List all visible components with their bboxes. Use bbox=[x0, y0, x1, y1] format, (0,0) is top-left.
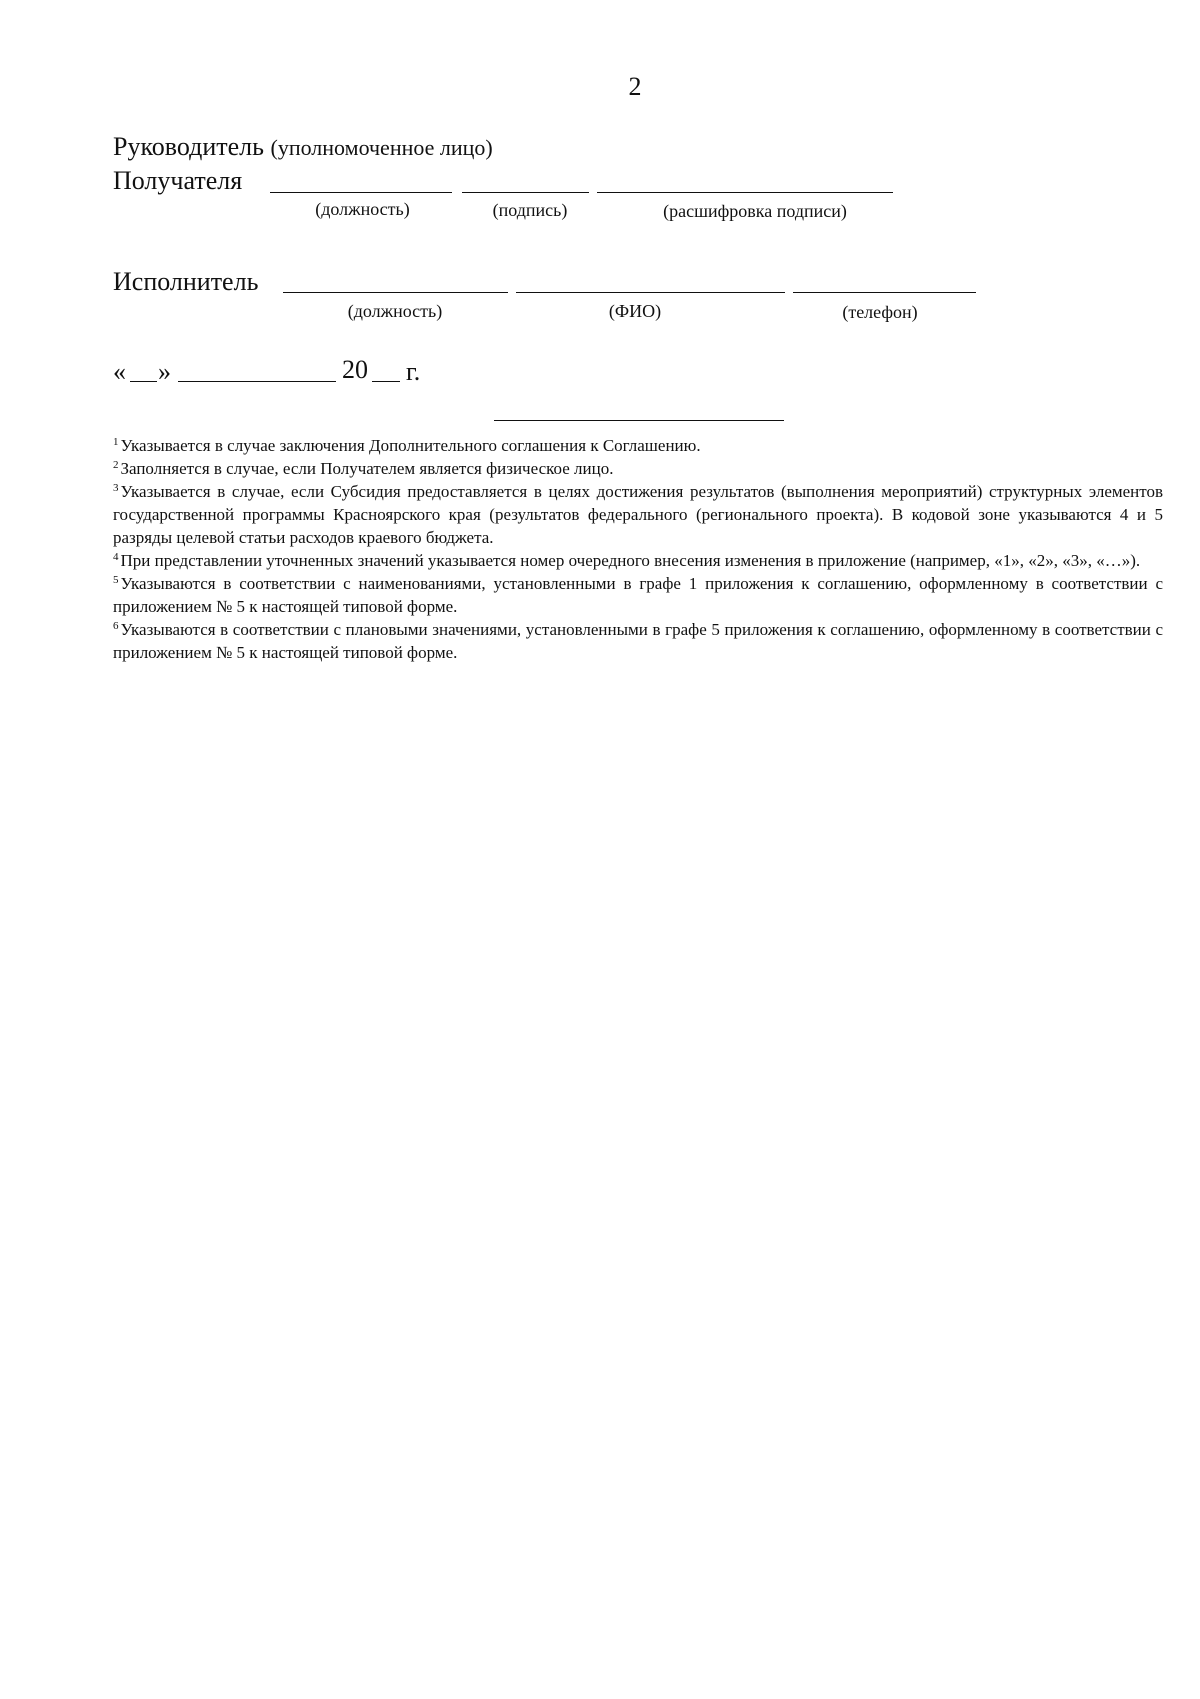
head-title-note: (уполномоченное лицо) bbox=[270, 135, 493, 160]
footnote-3 bbox=[113, 480, 1163, 549]
date-day-line[interactable] bbox=[130, 381, 157, 382]
footnote-5 bbox=[113, 572, 1163, 618]
footnote-2-number: 2 bbox=[113, 459, 119, 471]
footnote-3-number: 3 bbox=[113, 482, 119, 494]
footnote-6-number: 6 bbox=[113, 620, 119, 632]
date-year-suffix: г. bbox=[406, 357, 421, 386]
recipient-caption-signature: (подпись) bbox=[492, 200, 568, 220]
footnote-1 bbox=[113, 434, 1163, 457]
executor-label: Исполнитель bbox=[113, 267, 259, 296]
footnotes bbox=[113, 434, 1163, 664]
executor-caption-phone: (телефон) bbox=[842, 302, 918, 322]
recipient-signature-line[interactable] bbox=[462, 192, 589, 193]
page-number: 2 bbox=[628, 72, 642, 101]
footnote-3-text: Указывается в случае, если Субсидия предоставляется в целях достижения результатов (выполнения мероприятий) структурных элементов государственной программы Красноярского края (результатов федерального (регионального проекта). В кодовой зоне указываются 4 и 5 разряды целевой статьи расходов краевого бюджета. bbox=[113, 482, 1163, 547]
footnote-5-number: 5 bbox=[113, 574, 119, 586]
recipient-position-line[interactable] bbox=[270, 192, 452, 193]
footnote-2 bbox=[113, 457, 1163, 480]
recipient-signature-decoding-line[interactable] bbox=[597, 192, 893, 193]
recipient-label: Получателя bbox=[113, 166, 243, 195]
executor-caption-position: (должность) bbox=[347, 301, 443, 321]
executor-caption-name: (ФИО) bbox=[608, 301, 662, 321]
head-title-main: Руководитель bbox=[113, 132, 264, 161]
footnote-1-number: 1 bbox=[113, 436, 119, 448]
date-year-line[interactable] bbox=[372, 381, 400, 382]
footnote-6-text: Указываются в соответствии с плановыми значениями, установленными в графе 5 приложения к соглашению, оформленному в соответствии с приложением № 5 к настоящей типовой форме. bbox=[113, 620, 1163, 662]
recipient-caption-position: (должность) bbox=[315, 199, 410, 219]
recipient-caption-decoding: (расшифровка подписи) bbox=[663, 201, 847, 221]
footnote-4-number: 4 bbox=[113, 551, 119, 563]
executor-name-line[interactable] bbox=[516, 292, 785, 293]
footnote-6 bbox=[113, 618, 1163, 664]
footnote-4 bbox=[113, 549, 1163, 572]
footnote-2-text: Заполняется в случае, если Получателем является физическое лицо. bbox=[120, 459, 614, 478]
footnote-4-text: При представлении уточненных значений указывается номер очередного внесения изменения в приложение (например, «1», «2», «3», «…»). bbox=[120, 551, 1141, 570]
date-year-prefix: 20 bbox=[342, 355, 368, 384]
executor-phone-line[interactable] bbox=[793, 292, 976, 293]
footnote-separator bbox=[494, 420, 784, 421]
date-month-line[interactable] bbox=[178, 381, 336, 382]
date-quote-open: « bbox=[113, 357, 126, 386]
footnote-5-text: Указываются в соответствии с наименованиями, установленными в графе 1 приложения к соглашению, оформленному в соответствии с приложением № 5 к настоящей типовой форме. bbox=[113, 574, 1163, 616]
date-quote-close: » bbox=[158, 357, 171, 386]
footnote-1-text: Указывается в случае заключения Дополнительного соглашения к Соглашению. bbox=[120, 436, 701, 455]
executor-position-line[interactable] bbox=[283, 292, 508, 293]
head-title bbox=[113, 132, 493, 163]
